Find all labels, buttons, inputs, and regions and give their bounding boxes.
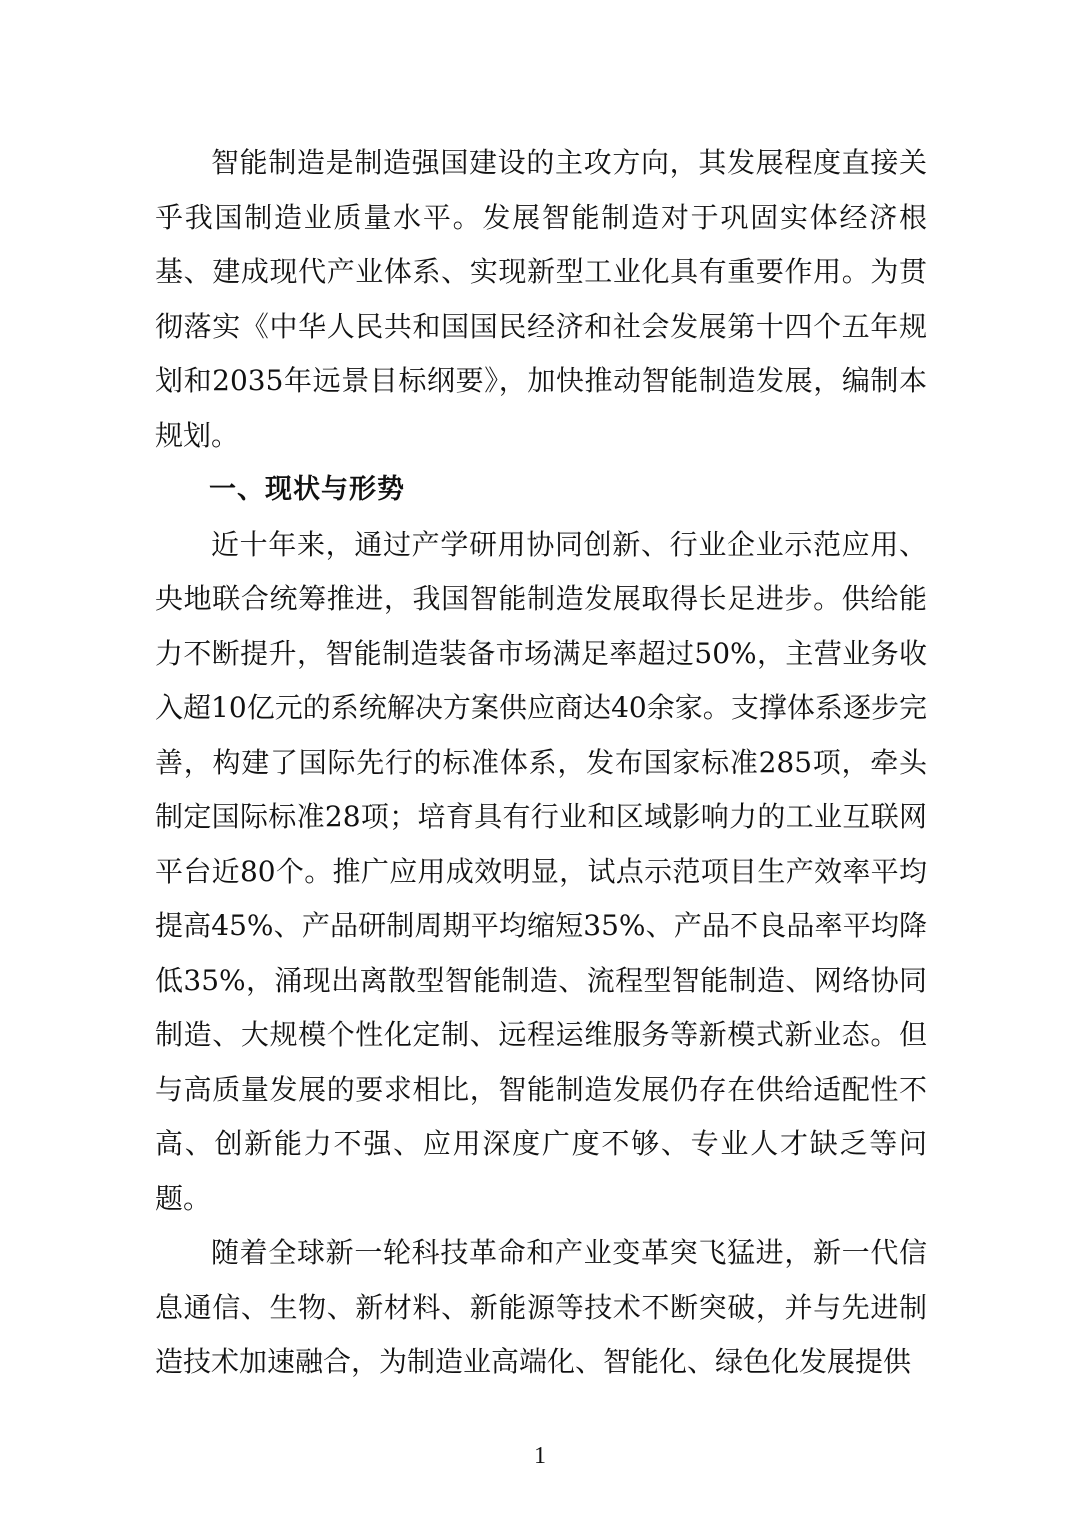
document-body <box>155 136 927 1390</box>
page-number: 1 <box>534 1443 546 1469</box>
status-paragraph: 近十年来，通过产学研用协同创新、行业企业示范应用、央地联合统筹推进，我国智能制造发展取得长足进步。供给能力不断提升，智能制造装备市场满足率超过50%，主营业务收入超10亿元的系统解决方案供应商达40余家。支撑体系逐步完善，构建了国际先行的标准体系，发布国家标准285项，牵头制定国际标准28项；培育具有行业和区域影响力的工业互联网平台近80个。推广应用成效明显，试点示范项目生产效率平均提高45%、产品研制周期平均缩短35%、产品不良品率平均降低35%，涌现出离散型智能制造、流程型智能制造、网络协同制造、大规模个性化定制、远程运维服务等新模式新业态。但与高质量发展的要求相比，智能制造发展仍存在供给适配性不高、创新能力不强、应用深度广度不够、专业人才缺乏等问题。 <box>155 527 927 1215</box>
section-heading: 一、现状与形势 <box>209 474 405 505</box>
trend-paragraph: 随着全球新一轮科技革命和产业变革突飞猛进，新一代信息通信、生物、新材料、新能源等技术不断突破，并与先进制造技术加速融合，为制造业高端化、智能化、绿色化发展提供 <box>155 1236 927 1378</box>
intro-paragraph: 智能制造是制造强国建设的主攻方向，其发展程度直接关乎我国制造业质量水平。发展智能制造对于巩固实体经济根基、建成现代产业体系、实现新型工业化具有重要作用。为贯彻落实《中华人民共和国国民经济和社会发展第十四个五年规划和2035年远景目标纲要》，加快推动智能制造发展，编制本规划。 <box>155 146 927 452</box>
